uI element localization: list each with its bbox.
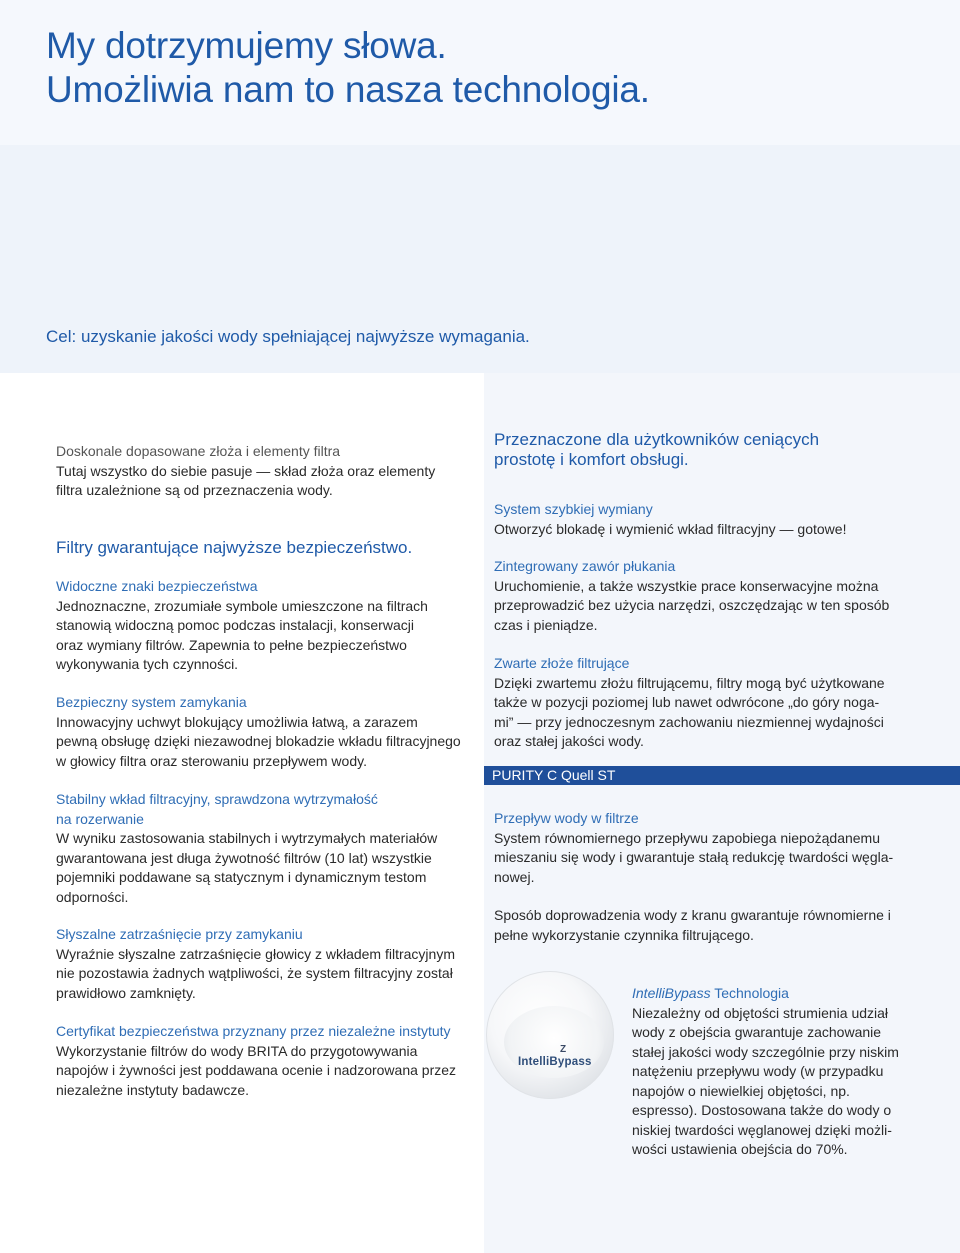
feature-compact-bed [494, 654, 954, 752]
block-line: Innowacyjny uchwyt blokujący umożliwia łatwą, a zarazem [56, 713, 418, 730]
goal-statement: Cel: uzyskanie jakości wody spełniającej najwyższe wymagania. [46, 327, 530, 346]
block-line: nie pozostawia żadnych wątpliwości, że system filtracyjny został [56, 965, 453, 981]
product-badge-label: PURITY C Quell ST [492, 767, 616, 783]
feature-line: Dzięki zwartemu złożu filtrującemu, filtry mogą być użytkowane [494, 674, 885, 691]
feature-line: także w pozycji poziomej lub nawet odwrócone „do góry noga- [494, 694, 880, 710]
heading-line: Przeznaczone dla użytkowników ceniących [494, 430, 820, 449]
heading-line: prostotę i komfort obsługi. [494, 450, 689, 469]
block-line: odporności. [56, 888, 129, 905]
intellibypass-line: Niezależny od objętości strumienia udział [632, 1004, 889, 1021]
block-line: W wyniku zastosowania stabilnych i wytrzymałych materiałów [56, 830, 438, 846]
feature-line: oraz stałej jakości wody. [494, 733, 644, 749]
block-line: stanowią widoczną pomoc podczas instalacji, konserwacji [56, 617, 414, 633]
block-line: prawidłowo zamknięty. [56, 984, 196, 1001]
block-line: pojemniki poddawane są statycznym i dynamicznym testom [56, 869, 427, 885]
safety-heading: Filtry gwarantujące najwyższe bezpieczeństwo. [56, 538, 413, 557]
block-line: pewną obsługę dzięki niezawodnej blokadzie wkładu filtracyjnego [56, 733, 461, 749]
feature-flush-valve [494, 557, 954, 635]
block-title: Widoczne znaki bezpieczeństwa [56, 578, 258, 594]
block-line: Wyraźnie słyszalne zatrzaśnięcie głowicy z wkładem filtracyjnym [56, 945, 455, 962]
safety-block-stable [56, 790, 480, 907]
intro-line: filtra uzależnione są od przeznaczenia wody. [56, 482, 333, 498]
safety-block-locking [56, 693, 480, 771]
flow-line: mieszaniu się wody i gwarantuje stałą redukcję twardości węgla- [494, 849, 894, 865]
intellibypass-section [632, 984, 954, 1160]
feature-title: System szybkiej wymiany [494, 501, 653, 517]
feature-title: Zintegrowany zawór płukania [494, 558, 676, 574]
block-title: na rozerwanie [56, 810, 144, 827]
block-line: Jednoznaczne, zrozumiałe symbole umieszczone na filtrach [56, 597, 428, 614]
feature-line: mi” — przy jednoczesnym zachowaniu niezmiennej wydajności [494, 713, 884, 730]
block-line: gwarantowana jest długa żywotność filtrów (10 lat) wszystkie [56, 849, 432, 866]
intellibypass-title-rest: Technologia [710, 985, 789, 1001]
block-line: Wykorzystanie filtrów do wody BRITA do przygotowywania [56, 1042, 418, 1059]
block-line: niezależne instytuty badawcze. [56, 1081, 249, 1098]
block-line: w głowicy filtra oraz sterowaniu przepływem wody. [56, 752, 367, 769]
intellibypass-title [632, 984, 954, 1004]
flow-line: nowej. [494, 868, 535, 885]
feature-quick-change [494, 500, 954, 539]
safety-block-certificate [56, 1022, 480, 1100]
intro-title: Doskonale dopasowane złoża i elementy filtra [56, 443, 341, 459]
block-title: Stabilny wkład filtracyjny, sprawdzona wytrzymałość [56, 791, 378, 807]
block-title: Bezpieczny system zamykania [56, 694, 247, 710]
flow-extra-line: pełne wykorzystanie czynnika filtrującego. [494, 926, 754, 943]
flow-extra-line: Sposób doprowadzenia wody z kranu gwarantuje równomierne i [494, 907, 891, 923]
intellibypass-title-italic: IntelliBypass [632, 985, 711, 1001]
block-line: napojów i żywności jest poddawana ocenie i nadzorowana przez [56, 1062, 457, 1078]
intellibypass-line: napojów o niewielkiej objętości, np. [632, 1082, 850, 1099]
block-line: oraz wymiany filtrów. Zapewnia to pełne bezpieczeństwo [56, 636, 407, 653]
page-title [46, 24, 650, 112]
product-badge [484, 766, 960, 785]
intellibypass-line: wości ustawienia obejścia do 70%. [632, 1141, 848, 1157]
right-heading [494, 430, 954, 470]
intellibypass-disc-z: Z [560, 1044, 567, 1055]
flow-line: System równomiernego przepływu zapobiega niepożądanemu [494, 829, 881, 846]
intellibypass-line: espresso). Dostosowana także do wody o [632, 1102, 892, 1118]
feature-line: czas i pieniądze. [494, 616, 598, 633]
intellibypass-disc-label: IntelliBypass [518, 1056, 592, 1068]
intro-line: Tutaj wszystko do siebie pasuje — skład złoża oraz elementy [56, 462, 436, 479]
block-title: Słyszalne zatrzaśnięcie przy zamykaniu [56, 926, 303, 942]
intellibypass-line: natężeniu przepływu wody (w przypadku [632, 1063, 884, 1079]
intellibypass-line: niskiej twardości węglanowej dzięki możli- [632, 1121, 892, 1138]
feature-line: Uruchomienie, a także wszystkie prace konserwacyjne można [494, 577, 879, 594]
title-line-2: Umożliwia nam to nasza technologia. [46, 69, 650, 110]
feature-line: Otworzyć blokadę i wymienić wkład filtracyjny — gotowe! [494, 520, 847, 537]
block-title: Certyfikat bezpieczeństwa przyznany przez niezależne instytuty [56, 1023, 451, 1039]
feature-line: przeprowadzić bez użycia narzędzi, oszczędzając w ten sposób [494, 597, 890, 613]
title-line-1: My dotrzymujemy słowa. [46, 25, 447, 66]
intellibypass-line: stałej jakości wody szczególnie przy niskim [632, 1043, 899, 1060]
safety-block-signs [56, 577, 476, 675]
intellibypass-line: wody z obejścia gwarantuje zachowanie [632, 1024, 882, 1040]
safety-block-click [56, 925, 480, 1003]
flow-title: Przepływ wody w filtrze [494, 810, 639, 826]
left-intro [56, 442, 476, 501]
block-line: wykonywania tych czynności. [56, 656, 239, 672]
feature-title: Zwarte złoże filtrujące [494, 655, 630, 671]
flow-section [494, 809, 954, 887]
flow-extra [494, 906, 954, 945]
